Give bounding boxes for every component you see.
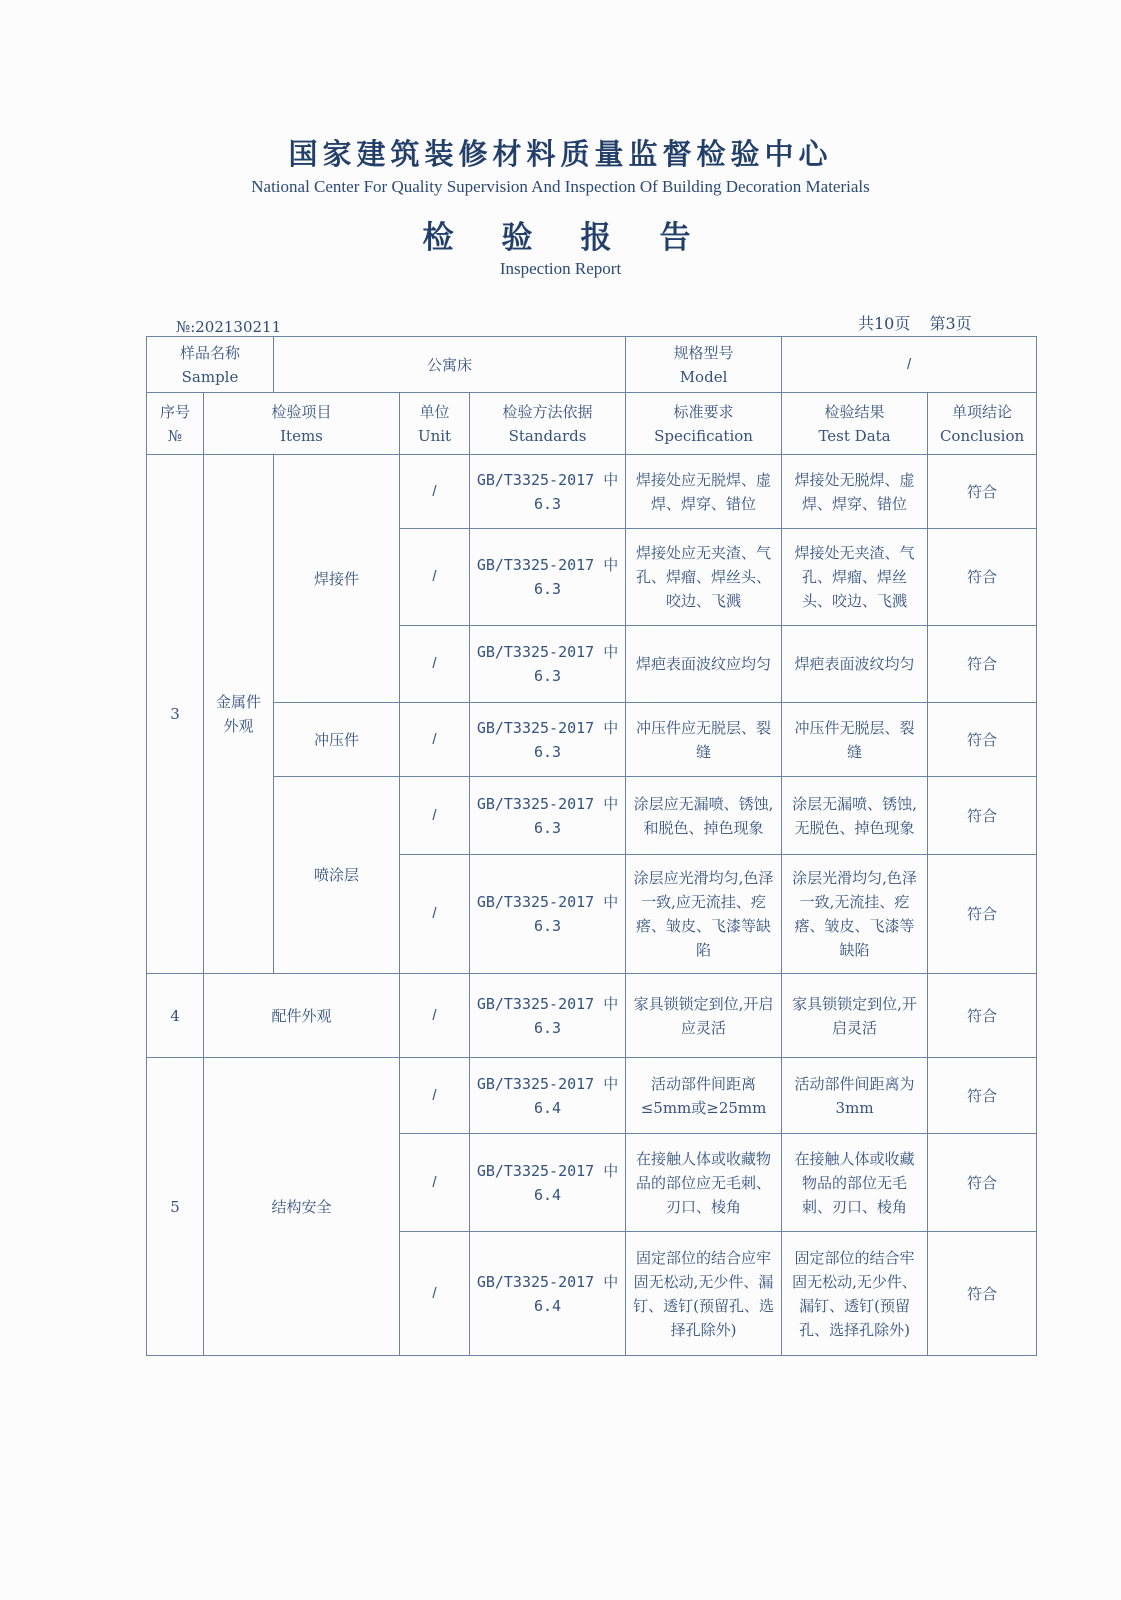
- sub-item: 焊接件: [274, 455, 400, 703]
- conclusion-cell: 符合: [928, 455, 1037, 529]
- conclusion-cell: 符合: [928, 529, 1037, 626]
- group-item: 金属件外观: [204, 455, 274, 974]
- col-items: [204, 393, 400, 455]
- col-unit-en: Unit: [417, 426, 452, 445]
- conclusion-cell: 符合: [928, 855, 1037, 974]
- group-number: 5: [147, 1058, 204, 1356]
- spec-cell: 冲压件应无脱层、裂缝: [626, 703, 782, 777]
- col-specification-en: Specification: [654, 426, 753, 445]
- table-row: [147, 974, 1037, 1058]
- sample-label-cell: [147, 337, 274, 393]
- table-row: [147, 777, 1037, 855]
- col-unit: [400, 393, 470, 455]
- standard-cell: GB/T3325-2017 中6.4: [470, 1134, 626, 1232]
- sample-label-cn: 样品名称: [180, 343, 241, 362]
- test-data-cell: 冲压件无脱层、裂缝: [782, 703, 928, 777]
- group-item: 配件外观: [204, 974, 400, 1058]
- col-standards-cn: 检验方法依据: [502, 402, 593, 421]
- test-data-cell: 焊接处无脱焊、虚焊、焊穿、错位: [782, 455, 928, 529]
- col-standards-en: Standards: [508, 426, 587, 445]
- conclusion-cell: 符合: [928, 626, 1037, 703]
- col-no-en: №: [167, 426, 183, 445]
- group-item: 结构安全: [204, 1058, 400, 1356]
- unit-cell: /: [400, 455, 470, 529]
- col-standards: [470, 393, 626, 455]
- standard-cell: GB/T3325-2017 中6.3: [470, 529, 626, 626]
- spec-cell: 固定部位的结合应牢固无松动,无少件、漏钉、透钉(预留孔、选择孔除外): [626, 1232, 782, 1356]
- sub-item: 冲压件: [274, 703, 400, 777]
- col-items-en: Items: [280, 426, 323, 445]
- col-conclusion: [928, 393, 1037, 455]
- unit-cell: /: [400, 1058, 470, 1134]
- unit-cell: /: [400, 626, 470, 703]
- table-row: [147, 1058, 1037, 1134]
- standard-cell: GB/T3325-2017 中6.3: [470, 777, 626, 855]
- unit-cell: /: [400, 855, 470, 974]
- table-row: [147, 703, 1037, 777]
- col-no: [147, 393, 204, 455]
- col-test-data: [782, 393, 928, 455]
- unit-cell: /: [400, 777, 470, 855]
- conclusion-cell: 符合: [928, 1058, 1037, 1134]
- organization-title-en: National Center For Quality Supervision And Inspection Of Building Decoration Materials: [251, 177, 870, 196]
- spec-cell: 家具锁锁定到位,开启应灵活: [626, 974, 782, 1058]
- col-no-cn: 序号: [159, 402, 190, 421]
- test-data-cell: 固定部位的结合牢固无松动,无少件、漏钉、透钉(预留孔、选择孔除外): [782, 1232, 928, 1356]
- sample-row: [147, 337, 1037, 393]
- report-title-en: Inspection Report: [499, 259, 622, 278]
- unit-cell: /: [400, 529, 470, 626]
- group-number: 3: [147, 455, 204, 974]
- model-label-cell: [626, 337, 782, 393]
- standard-cell: GB/T3325-2017 中6.3: [470, 455, 626, 529]
- standard-cell: GB/T3325-2017 中6.3: [470, 855, 626, 974]
- model-label-cn: 规格型号: [673, 343, 734, 362]
- spec-cell: 涂层应光滑均匀,色泽一致,应无流挂、疙瘩、皱皮、飞漆等缺陷: [626, 855, 782, 974]
- col-conclusion-cn: 单项结论: [952, 402, 1013, 421]
- spec-cell: 在接触人体或收藏物品的部位应无毛刺、刃口、棱角: [626, 1134, 782, 1232]
- report-title-cn: 检验报告: [422, 220, 739, 256]
- col-specification-cn: 标准要求: [673, 402, 734, 421]
- sample-label-en: Sample: [181, 367, 239, 386]
- spec-cell: 焊接处应无夹渣、气孔、焊瘤、焊丝头、咬边、飞溅: [626, 529, 782, 626]
- model-value: /: [782, 337, 1037, 393]
- standard-cell: GB/T3325-2017 中6.3: [470, 703, 626, 777]
- spec-cell: 焊接处应无脱焊、虚焊、焊穿、错位: [626, 455, 782, 529]
- conclusion-cell: 符合: [928, 703, 1037, 777]
- standard-cell: GB/T3325-2017 中6.4: [470, 1058, 626, 1134]
- document-number: №:202130211: [176, 318, 282, 336]
- unit-cell: /: [400, 1134, 470, 1232]
- col-test-data-cn: 检验结果: [824, 402, 885, 421]
- col-unit-cn: 单位: [419, 402, 450, 421]
- standard-cell: GB/T3325-2017 中6.3: [470, 974, 626, 1058]
- model-label-en: Model: [679, 367, 728, 386]
- organization-title-cn: 国家建筑装修材料质量监督检验中心: [288, 137, 833, 171]
- conclusion-cell: 符合: [928, 1232, 1037, 1356]
- group-number: 4: [147, 974, 204, 1058]
- sub-item: 喷涂层: [274, 777, 400, 974]
- col-conclusion-en: Conclusion: [939, 426, 1025, 445]
- col-items-cn: 检验项目: [271, 402, 332, 421]
- test-data-cell: 焊疤表面波纹均匀: [782, 626, 928, 703]
- unit-cell: /: [400, 703, 470, 777]
- standard-cell: GB/T3325-2017 中6.4: [470, 1232, 626, 1356]
- unit-cell: /: [400, 1232, 470, 1356]
- unit-cell: /: [400, 974, 470, 1058]
- spec-cell: 焊疤表面波纹应均匀: [626, 626, 782, 703]
- page-count: 共10页 第3页: [858, 314, 972, 333]
- conclusion-cell: 符合: [928, 1134, 1037, 1232]
- inspection-table: [146, 336, 1037, 1356]
- test-data-cell: 活动部件间距离为3mm: [782, 1058, 928, 1134]
- conclusion-cell: 符合: [928, 777, 1037, 855]
- test-data-cell: 家具锁锁定到位,开启灵活: [782, 974, 928, 1058]
- col-test-data-en: Test Data: [818, 426, 891, 445]
- sample-value: 公寓床: [274, 337, 626, 393]
- test-data-cell: 在接触人体或收藏物品的部位无毛刺、刃口、棱角: [782, 1134, 928, 1232]
- test-data-cell: 涂层光滑均匀,色泽一致,无流挂、疙瘩、皱皮、飞漆等缺陷: [782, 855, 928, 974]
- standard-cell: GB/T3325-2017 中6.3: [470, 626, 626, 703]
- column-header-row: [147, 393, 1037, 455]
- spec-cell: 涂层应无漏喷、锈蚀,和脱色、掉色现象: [626, 777, 782, 855]
- col-specification: [626, 393, 782, 455]
- conclusion-cell: 符合: [928, 974, 1037, 1058]
- test-data-cell: 涂层无漏喷、锈蚀,无脱色、掉色现象: [782, 777, 928, 855]
- spec-cell: 活动部件间距离≤5mm或≥25mm: [626, 1058, 782, 1134]
- test-data-cell: 焊接处无夹渣、气孔、焊瘤、焊丝头、咬边、飞溅: [782, 529, 928, 626]
- table-row: [147, 455, 1037, 529]
